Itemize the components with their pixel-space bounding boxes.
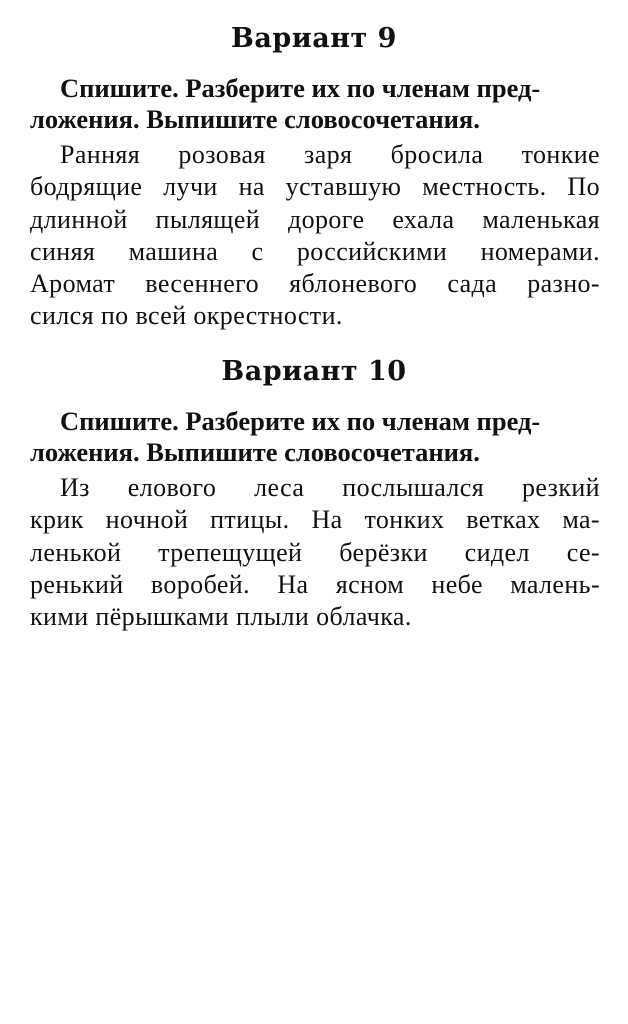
variant-9-task-line: ложения. Выпишите словосочетания. [30, 104, 480, 134]
variant-10-task-line: Спишите. Разберите их по членам пред- [60, 406, 541, 436]
variant-9-task [30, 73, 600, 135]
variant-10-text-line: крик ночной птицы. На тонких ветках ма- [30, 505, 600, 535]
variant-10-text-line: Из елового леса послышался резкий [60, 473, 600, 502]
variant-9-text-line: длинной пылящей дороге ехала маленькая [30, 204, 600, 234]
variant-9-title: Вариант 9 [231, 23, 397, 54]
variant-10-text-line: ренький воробей. На ясном небе малень- [30, 569, 600, 599]
variant-9-task-line: Спишите. Разберите их по членам пред- [60, 73, 541, 103]
variant-9-text [30, 139, 600, 333]
variant-10-text [30, 472, 600, 633]
variant-9-text-line: синяя машина с российскими номерами. [30, 236, 600, 266]
variant-10-task [30, 406, 600, 468]
variant-10-task-line: ложения. Выпишите словосочетания. [30, 437, 480, 467]
variant-9-text-line: Аромат весеннего яблоневого сада разно- [30, 269, 600, 299]
variant-9-text-line: Ранняя розовая заря бросила тонкие [60, 140, 600, 169]
variant-9-text-line: бодрящие лучи на уставшую местность. По [30, 172, 600, 202]
variant-10-text-line: кими пёрышками плыли облачка. [30, 602, 412, 632]
variant-10-text-line: ленькой трепещущей берёзки сидел се- [30, 537, 600, 567]
variant-9-text-line: сился по всей окрестности. [30, 301, 343, 331]
variant-10-title: Вариант 10 [221, 356, 407, 387]
